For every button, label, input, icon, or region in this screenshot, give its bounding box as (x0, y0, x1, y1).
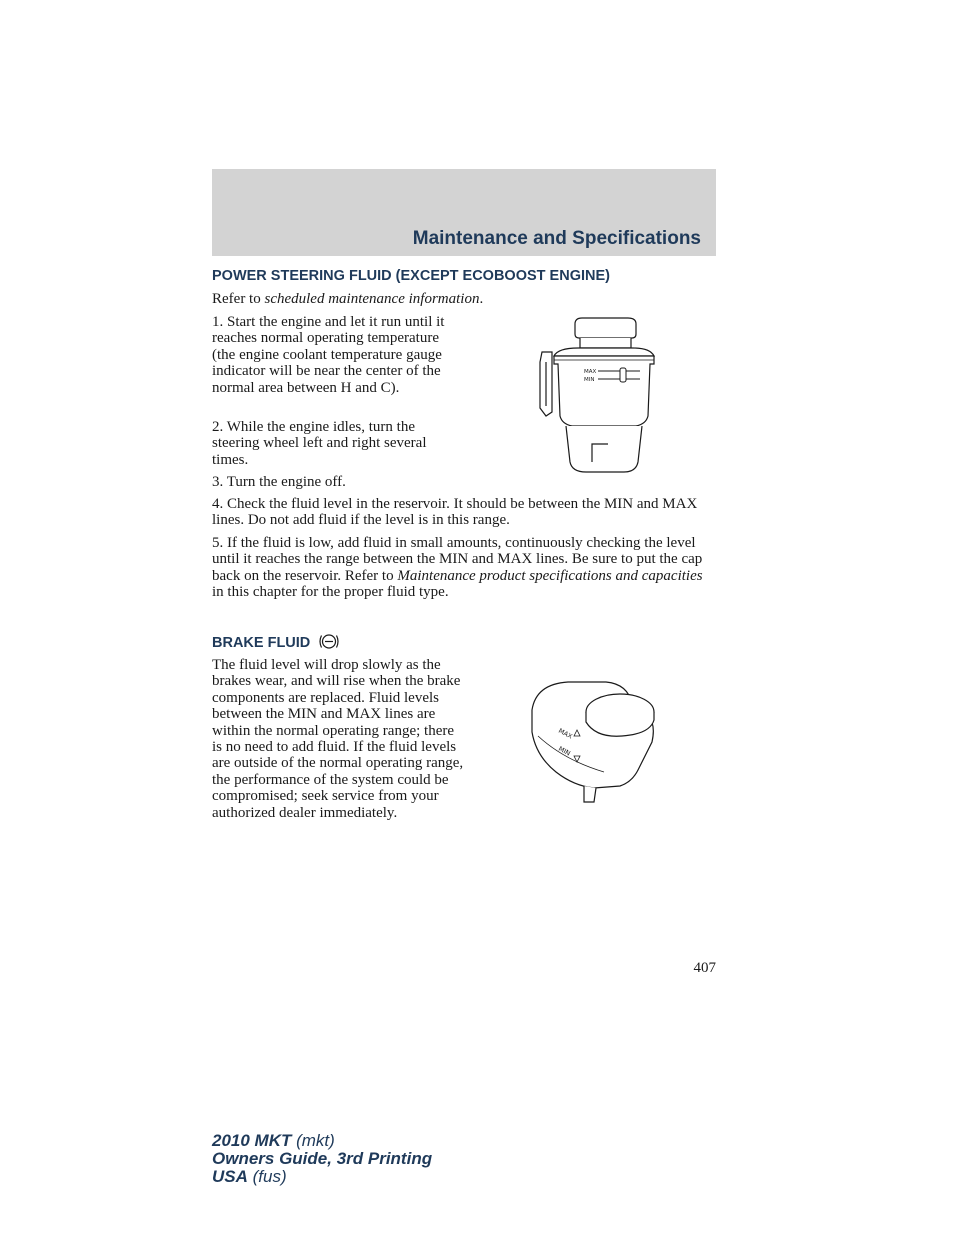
refer-paragraph (212, 291, 716, 307)
step-5-prefix: 5. If the fluid is low, add fluid in small amounts, continuously checking the level until it reaches the range between the MIN and MAX lines. Be sure to put the cap back on the reservoir. Refer to (212, 535, 703, 584)
footer-model-code: (mkt) (291, 1131, 335, 1150)
refer-suffix: . (479, 291, 484, 307)
brake-max-label: MAX (557, 726, 574, 741)
footer-model: 2010 MKT (212, 1131, 292, 1150)
footer-model-line (212, 1132, 432, 1150)
footer (212, 1132, 432, 1186)
refer-prefix: Refer to (212, 291, 265, 307)
reservoir-max-label: MAX (584, 369, 597, 375)
step-4: 4. Check the fluid level in the reservoir. It should be between the MIN and MAX lines. Do not add fluid if the level is in this range. (212, 496, 698, 529)
page-number: 407 (693, 960, 716, 976)
footer-guide-line (212, 1150, 432, 1168)
brake-min-label: MIN (557, 744, 572, 758)
step-3: 3. Turn the engine off. (212, 474, 346, 490)
reservoir-min-label: MIN (584, 377, 595, 383)
brake-fluid-heading-text: BRAKE FLUID (212, 635, 311, 651)
brake-warning-icon (318, 632, 340, 651)
step-2: 2. While the engine idles, turn the steering wheel left and right several times. (212, 419, 427, 468)
page-title: Maintenance and Specifications (412, 228, 701, 249)
brake-fluid-reservoir-illustration (524, 676, 660, 808)
footer-region: USA (212, 1167, 248, 1186)
footer-region-code: (fus) (247, 1167, 287, 1186)
header-band (212, 169, 716, 256)
power-steering-heading: POWER STEERING FLUID (EXCEPT ECOBOOST ENGINE) (212, 268, 610, 284)
footer-guide: Owners Guide, 3rd Printing (212, 1149, 433, 1168)
power-steering-reservoir-illustration (528, 312, 662, 480)
scheduled-maintenance-link[interactable]: scheduled maintenance information (264, 291, 480, 307)
step-5-suffix: in this chapter for the proper fluid type. (212, 584, 449, 601)
step-5 (212, 535, 716, 601)
step-1: 1. Start the engine and let it run until it reaches normal operating temperature (the engine coolant temperature gauge indicator will be near the center of the normal area between H and C). (212, 314, 445, 396)
brake-fluid-heading (212, 632, 340, 651)
specifications-link[interactable]: Maintenance product specifications and capacities (397, 567, 703, 584)
brake-fluid-paragraph: The fluid level will drop slowly as the brakes wear, and will rise when the brake components are replaced. Fluid levels between the MIN and MAX lines are within the normal operating range; there is no need to add fluid. If the fluid levels are outside of the normal operating range, the performance of the system could be compromised; seek service from your authorized dealer immediately. (212, 657, 464, 821)
footer-region-line (212, 1168, 432, 1186)
